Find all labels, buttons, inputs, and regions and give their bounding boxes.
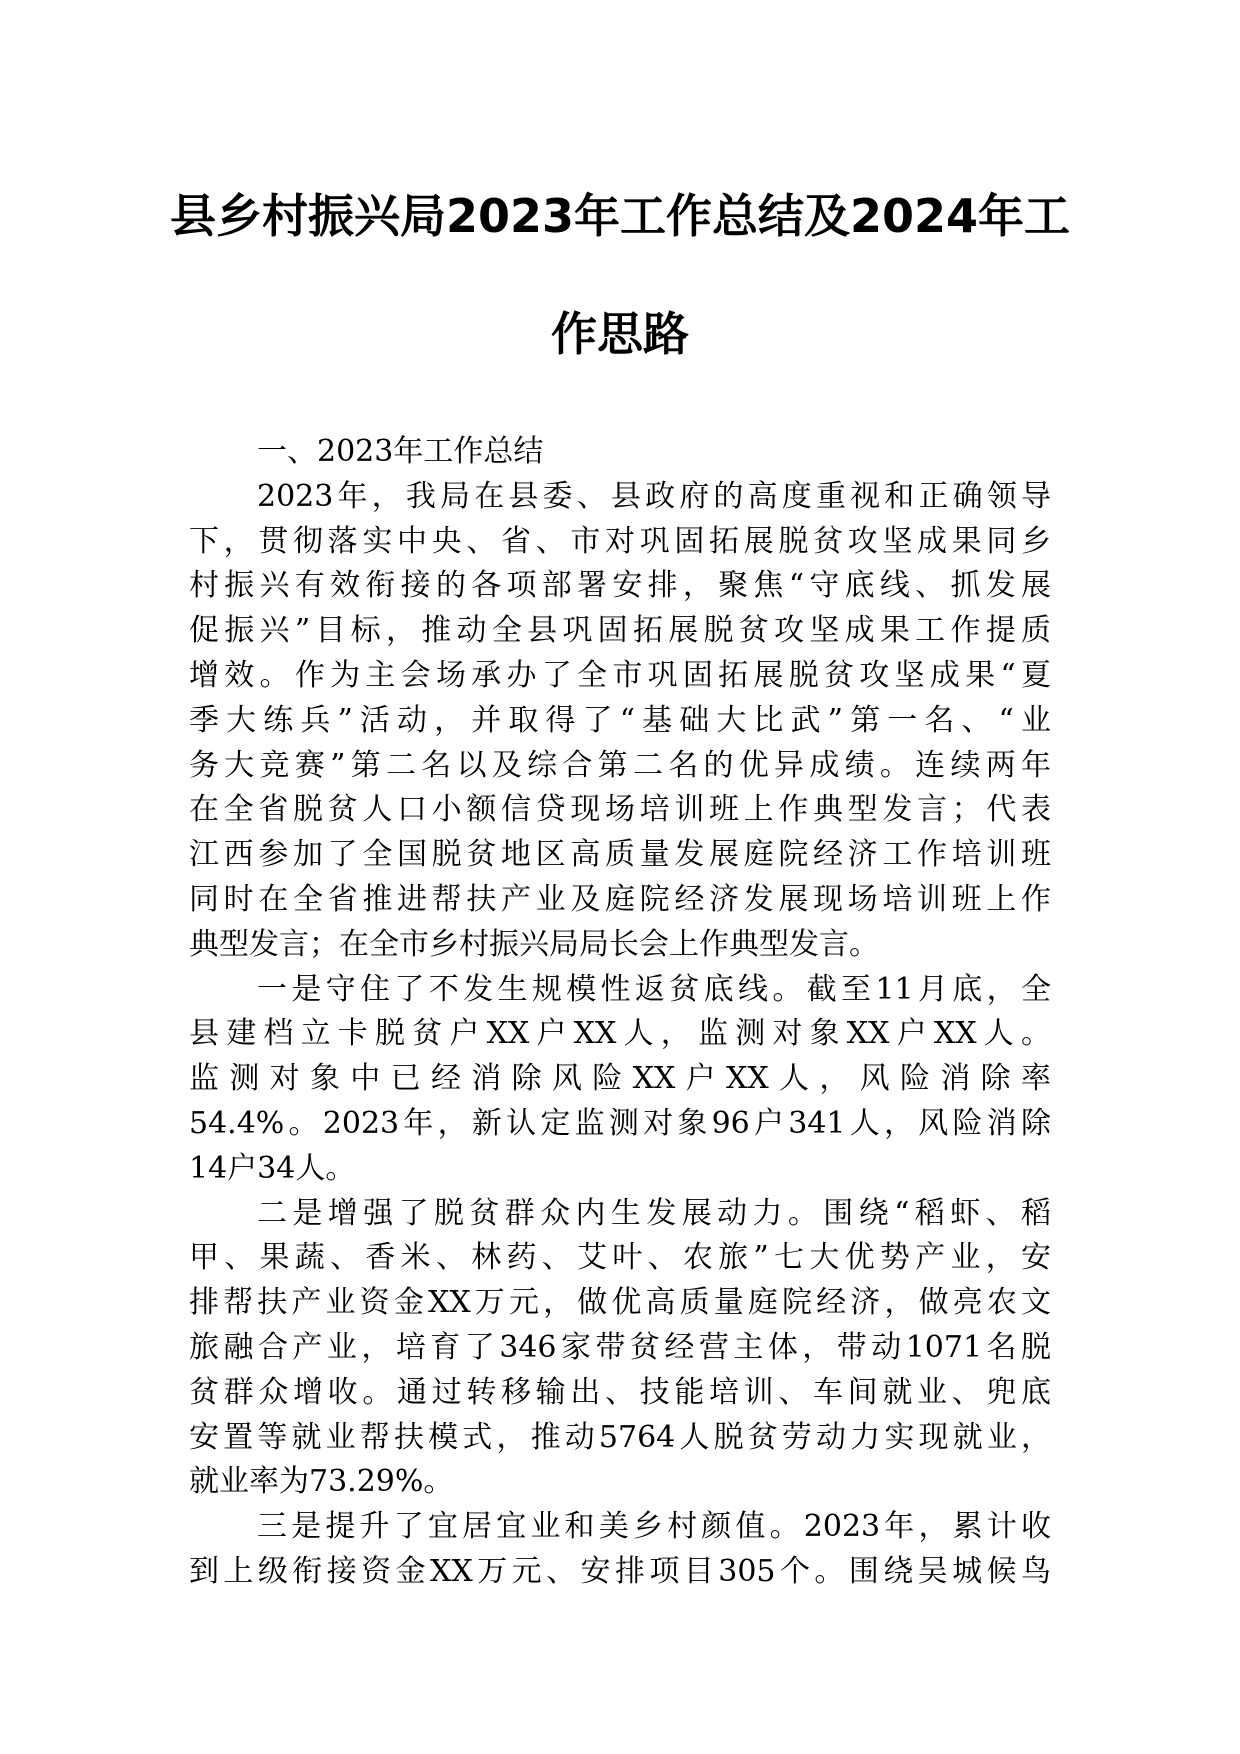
text-line: 务大竞赛”第二名以及综合第二名的优异成绩。连续两年 <box>189 747 1051 783</box>
document-body <box>189 430 1051 1595</box>
text-line: 三是提升了宜居宜业和美乡村颜值。2023年，累计收 <box>257 1509 1051 1545</box>
text-line: 排帮扶产业资金XX万元，做优高质量庭院经济，做亮农文 <box>189 1285 1051 1321</box>
text-line: 典型发言；在全市乡村振兴局局长会上作典型发言。 <box>189 926 879 962</box>
text-line: 在全省脱贫人口小额信贷现场培训班上作典型发言；代表 <box>189 792 1051 828</box>
text-line: 一、2023年工作总结 <box>257 434 544 469</box>
text-line: 同时在全省推进帮扶产业及庭院经济发展现场培训班上作 <box>189 881 1051 917</box>
text-line: 14户34人。 <box>189 1150 356 1186</box>
text-line: 季大练兵”活动，并取得了“基础大比武”第一名、“业 <box>189 702 1051 738</box>
text-line: 村振兴有效衔接的各项部署安排，聚焦“守底线、抓发展 <box>189 568 1051 604</box>
document-title-line-1: 县乡村振兴局2023年工作总结及2024年工 <box>169 189 1071 243</box>
text-line: 增效。作为主会场承办了全市巩固拓展脱贫攻坚成果“夏 <box>189 657 1051 693</box>
text-line: 江西参加了全国脱贫地区高质量发展庭院经济工作培训班 <box>189 837 1051 873</box>
text-line: 下，贯彻落实中央、省、市对巩固拓展脱贫攻坚成果同乡 <box>189 523 1051 559</box>
text-line: 贫群众增收。通过转移输出、技能培训、车间就业、兜底 <box>189 1374 1051 1410</box>
text-line: 县建档立卡脱贫户XX户XX人，监测对象XX户XX人。 <box>189 1016 1051 1052</box>
text-line: 2023年，我局在县委、县政府的高度重视和正确领导 <box>257 478 1051 514</box>
text-line: 促振兴”目标，推动全县巩固拓展脱贫攻坚成果工作提质 <box>189 613 1051 649</box>
text-line: 安置等就业帮扶模式，推动5764人脱贫劳动力实现就业， <box>189 1419 1051 1455</box>
text-line: 一是守住了不发生规模性返贫底线。截至11月底，全 <box>257 971 1051 1007</box>
text-line: 监测对象中已经消除风险XX户XX人，风险消除率 <box>189 1061 1051 1097</box>
text-line: 甲、果蔬、香米、林药、艾叶、农旅”七大优势产业，安 <box>189 1240 1051 1276</box>
text-line: 二是增强了脱贫群众内生发展动力。围绕“稻虾、稻 <box>257 1195 1051 1231</box>
text-line: 就业率为73.29%。 <box>189 1464 454 1500</box>
text-line: 到上级衔接资金XX万元、安排项目305个。围绕吴城候鸟 <box>189 1553 1051 1589</box>
text-line: 54.4%。2023年，新认定监测对象96户341人，风险消除 <box>189 1105 1051 1141</box>
text-line: 旅融合产业，培育了346家带贫经营主体，带动1071名脱 <box>189 1329 1051 1365</box>
document-title-line-2: 作思路 <box>551 307 689 361</box>
